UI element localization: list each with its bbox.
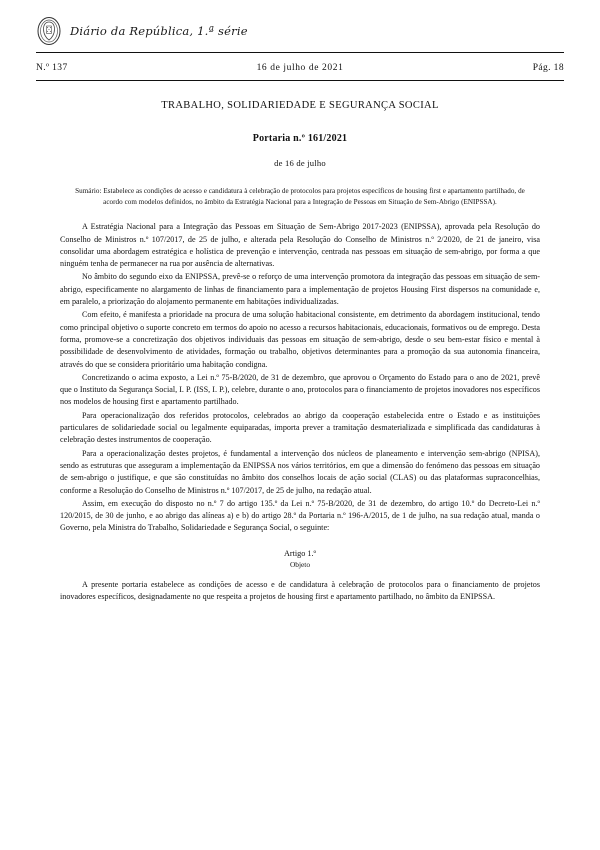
article-body: A presente portaria estabelece as condições de acesso e de candidatura à celebração de protocolos para o financiamento de projetos inovadores específicos, designadamente no que respeita a projetos de housing first e apartamento partilhado, no âmbito da ENIPSSA. — [60, 579, 540, 601]
paragraph: Para operacionalização dos referidos protocolos, celebrados ao abrigo da cooperação estabelecida entre o Estado e as instituições particulares de solidariedade social ou legalmente equiparadas, importa prever a tramitação desmaterializada e simplificada das candidaturas à celebração destes instrumentos de cooperação. — [60, 410, 540, 445]
paragraph: Para a operacionalização destes projetos, é fundamental a intervenção dos núcleos de planeamento e intervenção sem-abrigo (NPISA), sendo as estruturas que asseguram a implementação da ENIPSSA nos vários territórios, em que a dimensão do fenómeno das pessoas em situação de sem-abrigo o justifique, e que são constituídas no âmbito dos conselhos locais de ação social (CLAS) ou das plataformas supraconcelhias, conforme a Resolução do Conselho de Ministros n.º 107/2017, de 25 de julho, na redação atual. — [60, 448, 540, 495]
paragraph: No âmbito do segundo eixo da ENIPSSA, prevê-se o reforço de uma intervenção promotora da integração das pessoas em situação de sem-abrigo, especificamente no alargamento de linhas de financiamento para a implementação de projetos Housing First dispersos na comunidade e, em paralelo, a priorização do alojamento permanente em habitações individualizadas. — [60, 272, 540, 307]
issue-number: N.º 137 — [36, 63, 68, 73]
paragraph: Concretizando o acima exposto, a Lei n.º 75-B/2020, de 31 de dezembro, que aprovou o Orçamento do Estado para o ano de 2021, prevê que o Instituto da Segurança Social, I. P. (ISS, I. P.), celebre, durante o ano, protocolos para o financiamento de projetos inovadores nos específicos nos modelos de housing first e apartamento partilhado. — [60, 372, 540, 407]
coat-of-arms-icon — [36, 16, 62, 46]
article-heading: Artigo 1.º — [283, 548, 317, 558]
page-header-bar — [36, 58, 564, 78]
header-rule-top — [36, 52, 564, 53]
summary-block: Sumário: Estabelece as condições de acesso e candidatura à celebração de protocolos para projetos específicos de housing first e apartamento partilhado, de acordo com modelos definidos, no âmbito da Estratégia Nacional para a Integração de Pessoas em Situação de Sem-Abrigo (ENIPSSA). — [75, 187, 525, 206]
document-date: de 16 de julho — [274, 158, 326, 168]
document-type: Portaria n.º 161/2021 — [252, 133, 348, 144]
issue-date: 16 de julho de 2021 — [256, 63, 344, 73]
paragraph: Com efeito, é manifesta a prioridade na procura de uma solução habitacional consistente, em detrimento da abordagem institucional, tendo como principal objetivo o suporte concreto em termos do apoio no acesso a recursos habitacionais, educacionais, formativos ou de emprego. Desta forma, promove-se a concretização dos objetivos individuais das pessoas em situação de sem-abrigo, desde o seu bem-estar físico e mental à possibilidade de desenvolvimento de atividades, formação ou trabalho, objetivos determinantes para a promoção da sua autonomia financeira, através do que se considera prioritário uma habitação condigna. — [60, 310, 540, 369]
paragraph: Assim, em execução do disposto no n.º 7 do artigo 135.º da Lei n.º 75-B/2020, de 31 de dezembro, do artigo 10.º do Decreto-Lei n.º 120/2015, de 30 de junho, e ao abrigo das alíneas a) e b) do artigo 28.º da Portaria n.º 196-A/2015, de 1 de julho, na sua redação atual, manda o Governo, pela Ministra do Trabalho, Solidariedade e Segurança Social, o seguinte: — [60, 498, 540, 533]
article-subheading: Objeto — [289, 559, 311, 569]
paragraph: A Estratégia Nacional para a Integração das Pessoas em Situação de Sem-Abrigo 2017-2023 (ENIPSSA), aprovada pela Resolução do Conselho de Ministros n.º 107/2017, de 25 de julho, e alterada pela Resolução do Conselho de Ministros n.º 2/2020, de 21 de janeiro, visa consolidar uma abordagem estratégica e holística de prevenção e intervenção, centrada nas pessoas em situação de sem-abrigo, por forma a que ninguém tenha de permanecer na rua por ausência de alternativas. — [60, 222, 540, 269]
header-rule-bottom — [36, 80, 564, 81]
page-number: Pág. 18 — [532, 63, 564, 73]
department-title: TRABALHO, SOLIDARIEDADE E SEGURANÇA SOCIAL — [161, 100, 439, 111]
masthead-title: Diário da República, 1.ª série — [70, 24, 248, 38]
masthead — [36, 14, 564, 48]
document-body — [60, 92, 540, 604]
